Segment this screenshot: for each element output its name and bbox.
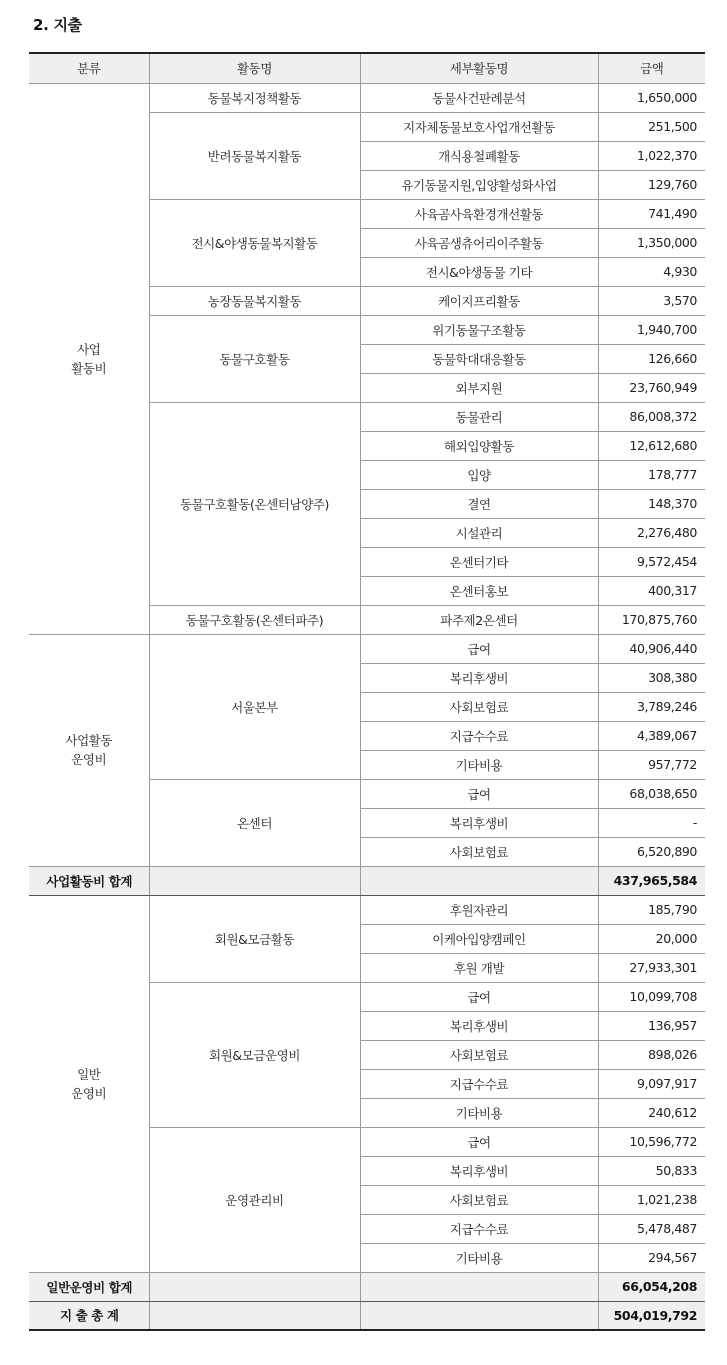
detail-cell: 급여: [360, 1127, 598, 1156]
amount-cell: 10,099,708: [598, 982, 705, 1011]
amount-cell: 2,276,480: [598, 518, 705, 547]
amount-cell: 957,772: [598, 750, 705, 779]
detail-cell: 복리후생비: [360, 808, 598, 837]
amount-cell: 1,940,700: [598, 315, 705, 344]
detail-cell: 기타비용: [360, 750, 598, 779]
detail-cell: 지급수수료: [360, 1069, 598, 1098]
table-row: [29, 895, 705, 924]
amount-cell: 9,572,454: [598, 547, 705, 576]
detail-cell: 후원 개발: [360, 953, 598, 982]
detail-cell: 기타비용: [360, 1243, 598, 1272]
amount-cell: 898,026: [598, 1040, 705, 1069]
detail-cell: 사회보험료: [360, 692, 598, 721]
activity-cell: 회원&모금활동: [149, 895, 360, 982]
amount-cell: 50,833: [598, 1156, 705, 1185]
detail-cell: 복리후생비: [360, 1156, 598, 1185]
amount-cell: 20,000: [598, 924, 705, 953]
detail-cell: 이케아입양캠페인: [360, 924, 598, 953]
detail-cell: 사육곰생츄어리이주활동: [360, 228, 598, 257]
activity-cell: 동물구호활동(온센터남양주): [149, 402, 360, 605]
total-row: [29, 866, 705, 895]
total-empty-activity: [149, 866, 360, 895]
detail-cell: 복리후생비: [360, 1011, 598, 1040]
category-label: 사업활동 운영비: [65, 733, 113, 767]
detail-cell: 급여: [360, 982, 598, 1011]
amount-cell: 10,596,772: [598, 1127, 705, 1156]
amount-cell: 3,789,246: [598, 692, 705, 721]
activity-cell: 동물구호활동: [149, 315, 360, 402]
amount-cell: 4,930: [598, 257, 705, 286]
detail-cell: 동물관리: [360, 402, 598, 431]
category-cell: [29, 83, 149, 634]
amount-cell: 129,760: [598, 170, 705, 199]
detail-cell: 사회보험료: [360, 1185, 598, 1214]
amount-cell: 1,350,000: [598, 228, 705, 257]
amount-cell: 136,957: [598, 1011, 705, 1040]
detail-cell: 사육곰사육환경개선활동: [360, 199, 598, 228]
activity-cell: 회원&모금운영비: [149, 982, 360, 1127]
amount-cell: 68,038,650: [598, 779, 705, 808]
detail-cell: 기타비용: [360, 1098, 598, 1127]
amount-cell: 40,906,440: [598, 634, 705, 663]
detail-cell: 결연: [360, 489, 598, 518]
amount-cell: 1,650,000: [598, 83, 705, 112]
activity-cell: 서울본부: [149, 634, 360, 779]
activity-cell: 온센터: [149, 779, 360, 866]
total-empty-activity: [149, 1272, 360, 1301]
detail-cell: 시설관리: [360, 518, 598, 547]
expense-table: [29, 52, 705, 1331]
header-detail: 세부활동명: [360, 53, 598, 83]
category-cell: [29, 634, 149, 866]
detail-cell: 온센터기타: [360, 547, 598, 576]
amount-cell: 308,380: [598, 663, 705, 692]
total-amount: 437,965,584: [598, 866, 705, 895]
activity-cell: 농장동물복지활동: [149, 286, 360, 315]
amount-cell: 3,570: [598, 286, 705, 315]
detail-cell: 유기동물지원,입양활성화사업: [360, 170, 598, 199]
table-row: [29, 634, 705, 663]
amount-cell: 4,389,067: [598, 721, 705, 750]
detail-cell: 지급수수료: [360, 1214, 598, 1243]
detail-cell: 동물사건판례분석: [360, 83, 598, 112]
total-label: 일반운영비 합계: [29, 1272, 149, 1301]
total-amount: 504,019,792: [598, 1301, 705, 1330]
header-amount: 금액: [598, 53, 705, 83]
total-empty-detail: [360, 1272, 598, 1301]
detail-cell: 사회보험료: [360, 837, 598, 866]
detail-cell: 온센터홍보: [360, 576, 598, 605]
amount-cell: 741,490: [598, 199, 705, 228]
detail-cell: 파주제2온센터: [360, 605, 598, 634]
header-row: [29, 53, 705, 83]
detail-cell: 위기동물구조활동: [360, 315, 598, 344]
activity-cell: 전시&야생동물복지활동: [149, 199, 360, 286]
category-cell: [29, 895, 149, 1272]
amount-cell: 251,500: [598, 112, 705, 141]
detail-cell: 해외입양활동: [360, 431, 598, 460]
detail-cell: 동물학대대응활동: [360, 344, 598, 373]
detail-cell: 사회보험료: [360, 1040, 598, 1069]
activity-cell: 운영관리비: [149, 1127, 360, 1272]
amount-cell: -: [598, 808, 705, 837]
amount-cell: 1,021,238: [598, 1185, 705, 1214]
activity-cell: 반려동물복지활동: [149, 112, 360, 199]
detail-cell: 외부지원: [360, 373, 598, 402]
detail-cell: 지자체동물보호사업개선활동: [360, 112, 598, 141]
amount-cell: 400,317: [598, 576, 705, 605]
category-label: 사업 활동비: [71, 341, 107, 376]
category-label: 일반 운영비: [71, 1066, 107, 1101]
section-title: 2. 지출: [33, 16, 82, 34]
amount-cell: 170,875,760: [598, 605, 705, 634]
detail-cell: 입양: [360, 460, 598, 489]
amount-cell: 86,008,372: [598, 402, 705, 431]
total-empty-activity: [149, 1301, 360, 1330]
amount-cell: 6,520,890: [598, 837, 705, 866]
detail-cell: 지급수수료: [360, 721, 598, 750]
header-activity: 활동명: [149, 53, 360, 83]
amount-cell: 27,933,301: [598, 953, 705, 982]
activity-cell: 동물복지정책활동: [149, 83, 360, 112]
total-amount: 66,054,208: [598, 1272, 705, 1301]
amount-cell: 185,790: [598, 895, 705, 924]
amount-cell: 12,612,680: [598, 431, 705, 460]
detail-cell: 급여: [360, 634, 598, 663]
amount-cell: 9,097,917: [598, 1069, 705, 1098]
amount-cell: 178,777: [598, 460, 705, 489]
total-row: [29, 1272, 705, 1301]
total-label: 지 출 총 계: [29, 1301, 149, 1330]
amount-cell: 5,478,487: [598, 1214, 705, 1243]
table-row: [29, 83, 705, 112]
table-body: [29, 83, 705, 1330]
total-empty-detail: [360, 1301, 598, 1330]
amount-cell: 148,370: [598, 489, 705, 518]
detail-cell: 케이지프리활동: [360, 286, 598, 315]
amount-cell: 240,612: [598, 1098, 705, 1127]
amount-cell: 294,567: [598, 1243, 705, 1272]
detail-cell: 개식용철폐활동: [360, 141, 598, 170]
detail-cell: 후원자관리: [360, 895, 598, 924]
amount-cell: 1,022,370: [598, 141, 705, 170]
total-label: 사업활동비 합계: [29, 866, 149, 895]
total-row: [29, 1301, 705, 1330]
amount-cell: 23,760,949: [598, 373, 705, 402]
activity-cell: 동물구호활동(온센터파주): [149, 605, 360, 634]
detail-cell: 복리후생비: [360, 663, 598, 692]
amount-cell: 126,660: [598, 344, 705, 373]
total-empty-detail: [360, 866, 598, 895]
detail-cell: 급여: [360, 779, 598, 808]
header-category: 분류: [29, 53, 149, 83]
detail-cell: 전시&야생동물 기타: [360, 257, 598, 286]
